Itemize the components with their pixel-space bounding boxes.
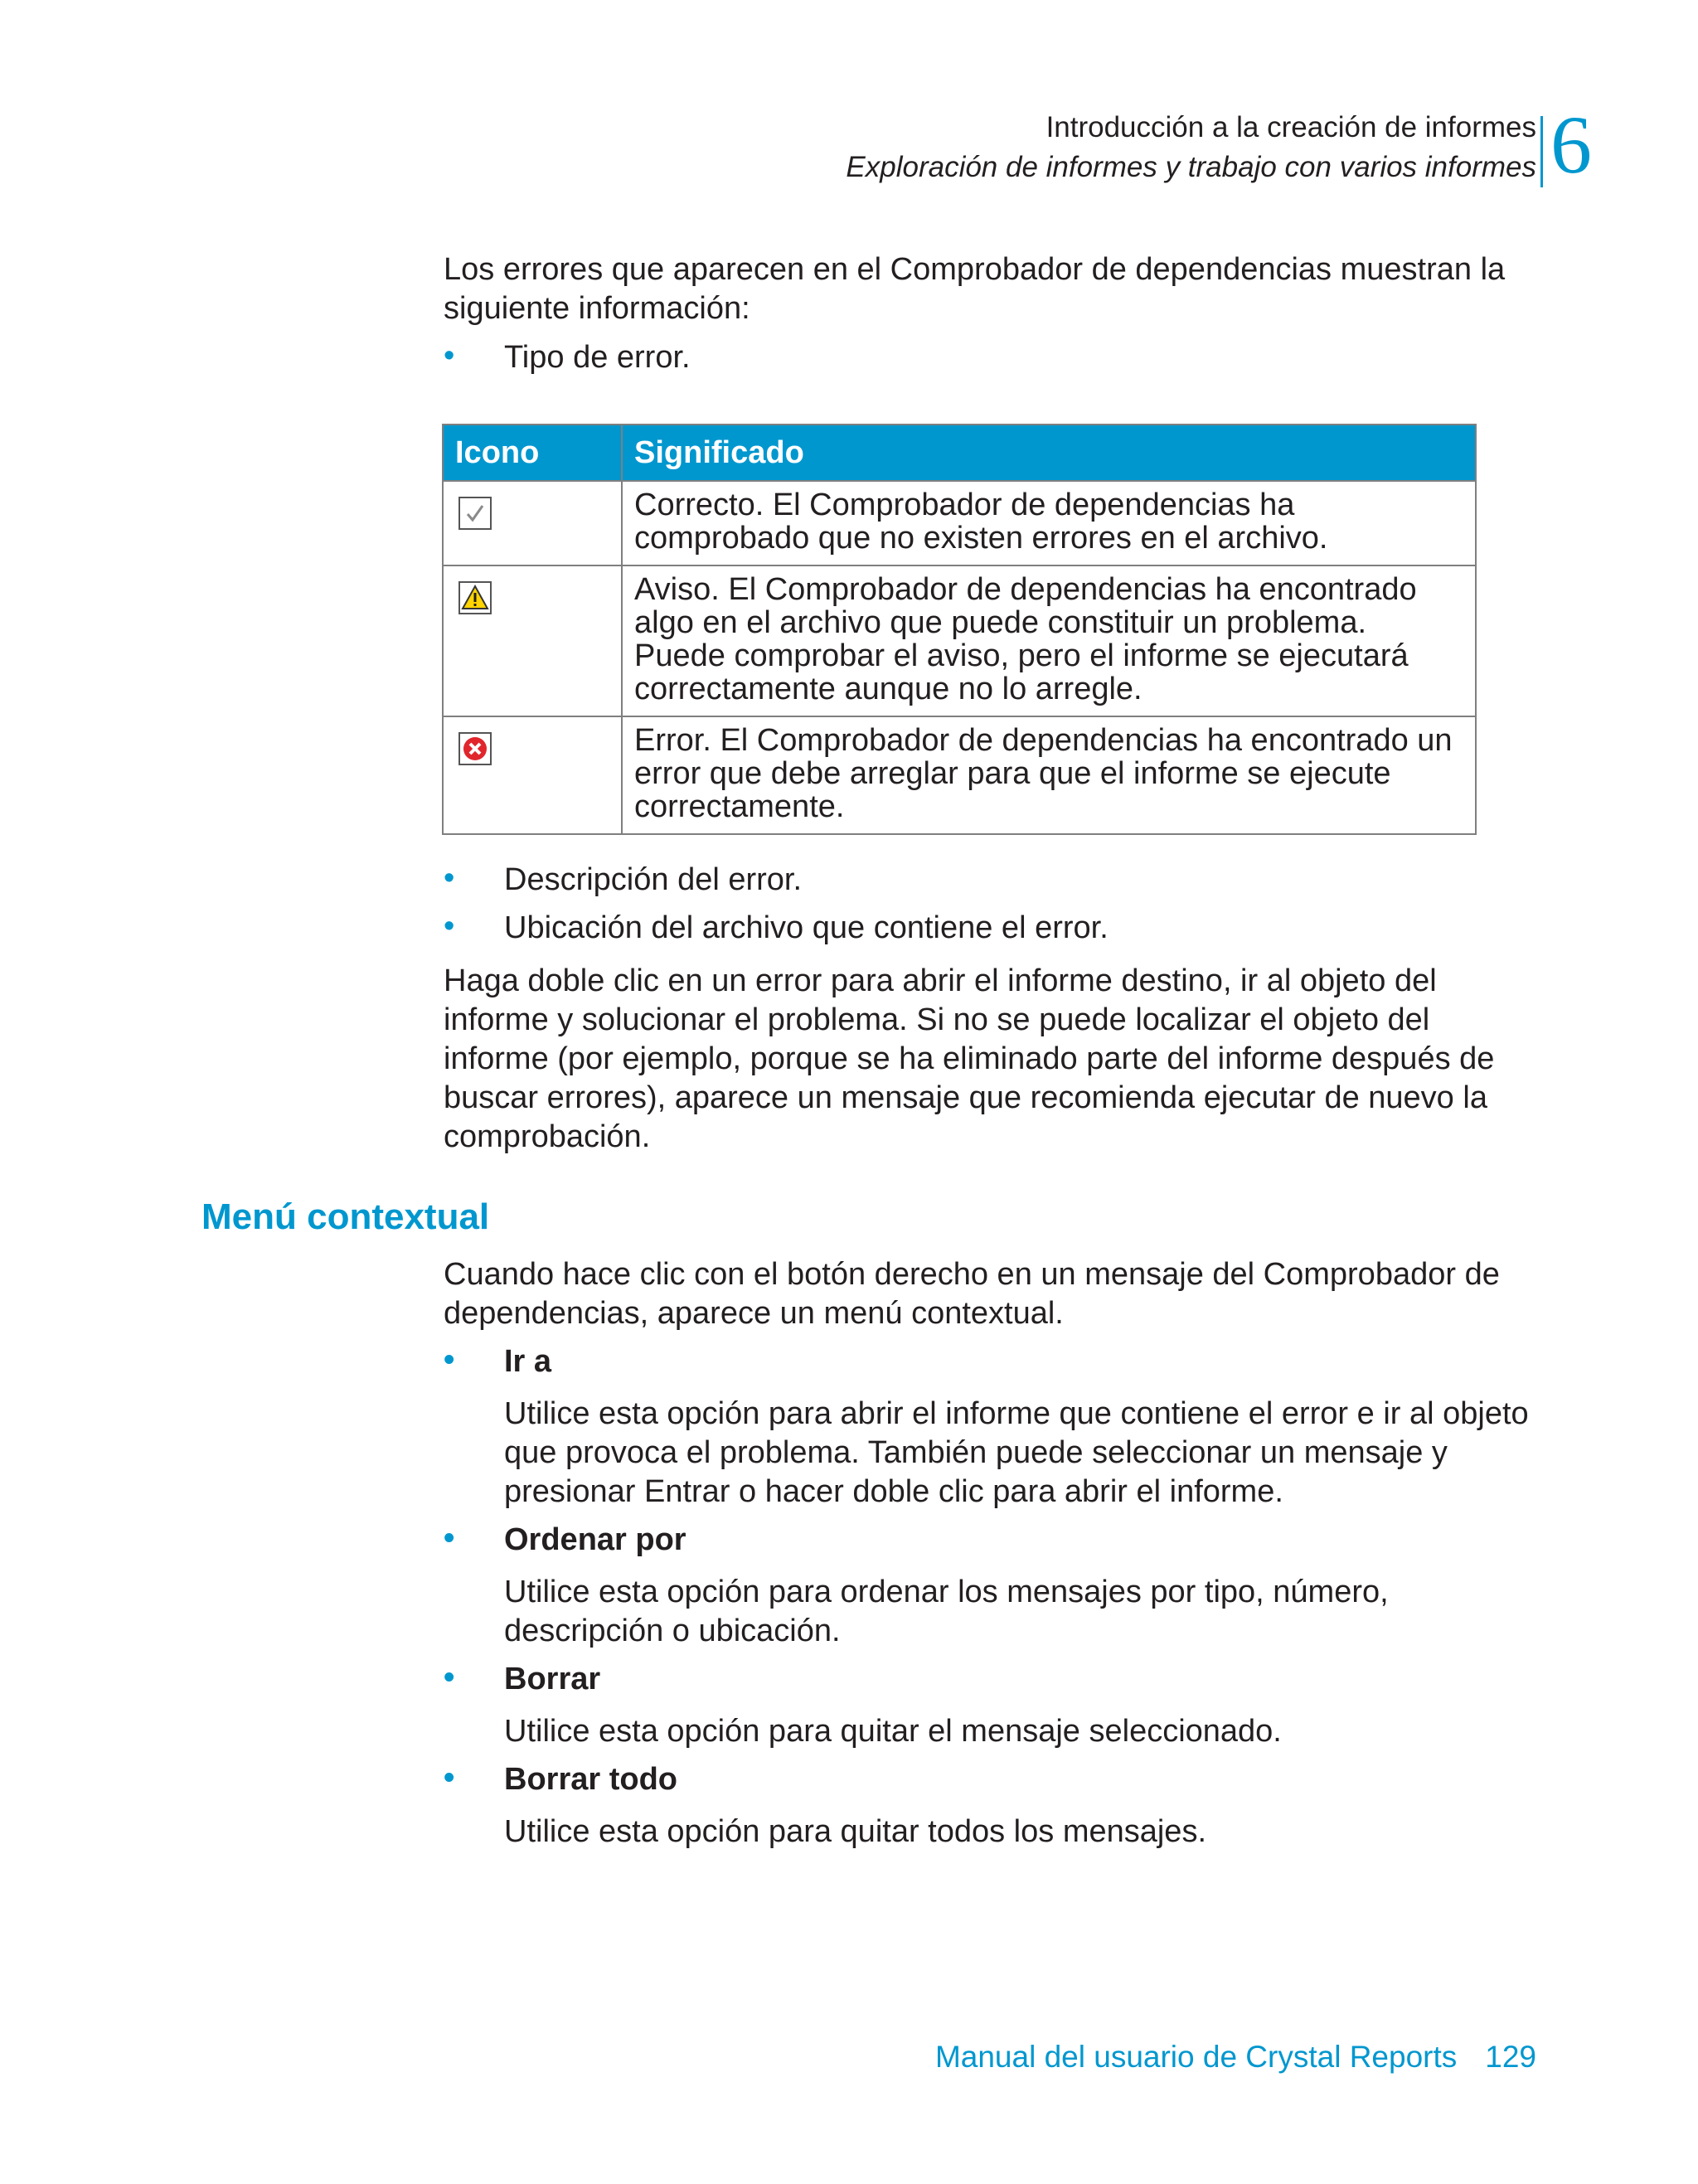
page-footer <box>935 2040 1536 2075</box>
list-item <box>444 338 1538 377</box>
menu-term-borrar: Borrar <box>504 1662 601 1696</box>
error-icon <box>458 732 492 765</box>
chapter-divider <box>1540 116 1543 187</box>
table-cell-meaning: Aviso. El Comprobador de dependencias ha encontrado algo en el archivo que puede constituir un problema. Puede comprobar el aviso, pero el informe se ejecutará correctamente aunque no lo arregle. <box>622 565 1476 716</box>
menu-description: Utilice esta opción para abrir el informe que contiene el error e ir al objeto que provoca el problema. También puede seleccionar un mensaje y presionar Entrar o hacer doble clic para abrir el informe. <box>504 1396 1529 1509</box>
list-item <box>444 1521 1538 1560</box>
table-header-row <box>443 425 1476 481</box>
table-header-icon: Icono <box>443 425 622 481</box>
bullet-text: Descripción del error. <box>504 862 803 897</box>
table-cell-icon <box>443 481 622 565</box>
list-item <box>444 1760 1538 1799</box>
bullet-icon: • <box>444 1660 455 1695</box>
bullet-icon: • <box>444 1760 455 1795</box>
bullet-text: Tipo de error. <box>504 340 691 375</box>
table-cell-meaning: Correcto. El Comprobador de dependencias ha comprobado que no existen errores en el archivo. <box>622 481 1476 565</box>
table-row <box>443 481 1476 565</box>
intro-block <box>444 250 1538 377</box>
bullet-icon: • <box>444 338 455 373</box>
warning-icon <box>458 581 492 614</box>
list-item <box>444 861 1538 900</box>
menu-term-borrar-todo: Borrar todo <box>504 1762 677 1797</box>
table-header-meaning: Significado <box>622 425 1476 481</box>
bullet-icon: • <box>444 909 455 944</box>
page-number: 129 <box>1485 2040 1536 2074</box>
table-cell-icon <box>443 716 622 834</box>
check-icon <box>458 497 492 530</box>
bullet-icon: • <box>444 861 455 895</box>
section-title: Exploración de informes y trabajo con varios informes <box>846 151 1536 183</box>
table-row <box>443 565 1476 716</box>
list-item <box>444 1660 1538 1699</box>
table-row <box>443 716 1476 834</box>
menu-description: Utilice esta opción para ordenar los mensajes por tipo, número, descripción o ubicación. <box>504 1575 1389 1648</box>
chapter-title: Introducción a la creación de informes <box>1045 111 1536 143</box>
table-cell-meaning: Error. El Comprobador de dependencias ha encontrado un error que debe arreglar para que el informe se ejecute correctamente. <box>622 716 1476 834</box>
menu-term-ir-a: Ir a <box>504 1344 552 1379</box>
manual-title: Manual del usuario de Crystal Reports <box>934 2040 1458 2074</box>
intro-paragraph: Los errores que aparecen en el Comprobador de dependencias muestran la siguiente información: <box>444 252 1506 326</box>
bullet-text: Ubicación del archivo que contiene el error. <box>504 910 1109 945</box>
menu-description: Utilice esta opción para quitar todos los mensajes. <box>504 1814 1207 1849</box>
bullet-icon: • <box>444 1342 455 1377</box>
running-head <box>846 108 1536 187</box>
bullet-icon: • <box>444 1521 455 1555</box>
context-menu-intro: Cuando hace clic con el botón derecho en un mensaje del Comprobador de dependencias, aparece un menú contextual. <box>444 1257 1500 1331</box>
menu-term-ordenar-por: Ordenar por <box>504 1522 686 1557</box>
list-item <box>444 1342 1538 1381</box>
list-item <box>444 909 1538 948</box>
section-heading: Menú contextual <box>201 1196 490 1237</box>
after-table-block <box>444 861 1538 1157</box>
icon-meaning-table <box>442 424 1477 835</box>
body-paragraph: Haga doble clic en un error para abrir el informe destino, ir al objeto del informe y solucionar el problema. Si no se puede localizar el objeto del informe (por ejemplo, porque se ha eliminado parte del informe después de buscar errores), aparece un mensaje que recomienda ejecutar de nuevo la comprobación. <box>444 963 1495 1154</box>
context-menu-block <box>444 1255 1538 1852</box>
chapter-number: 6 <box>1550 99 1592 191</box>
menu-description: Utilice esta opción para quitar el mensaje seleccionado. <box>504 1714 1282 1749</box>
table-cell-icon <box>443 565 622 716</box>
